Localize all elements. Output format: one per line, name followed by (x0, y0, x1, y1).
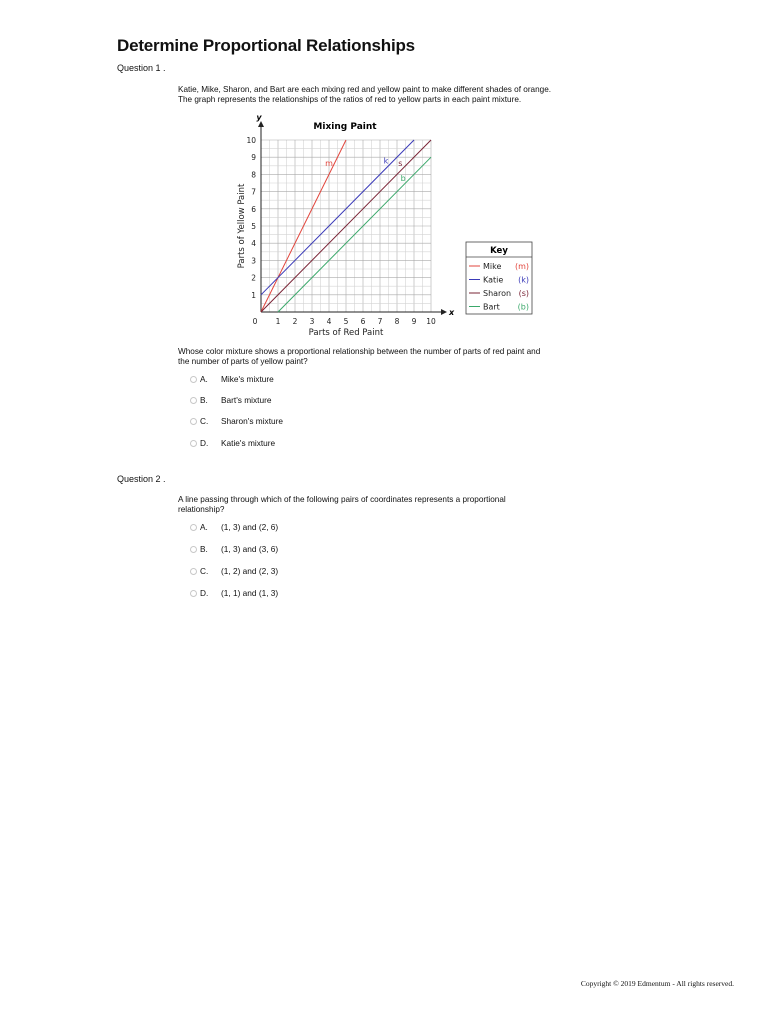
legend-item-code: (m) (514, 262, 529, 271)
chart-title: Mixing Paint (313, 122, 377, 132)
q1-option-b-text: Bart's mixture (221, 395, 272, 405)
legend-title: Key (490, 246, 508, 256)
x-axis-arrow (441, 309, 447, 315)
y-tick-label: 9 (251, 153, 256, 163)
q1-option-b-radio[interactable] (190, 397, 197, 404)
q1-option-d-radio[interactable] (190, 440, 197, 447)
q2-option-d[interactable] (190, 587, 278, 599)
q2-option-a-text: (1, 3) and (2, 6) (221, 522, 279, 532)
legend-item-name: Mike (483, 262, 502, 271)
q1-option-a[interactable] (190, 373, 274, 385)
question-1-prompt-line-1: Whose color mixture shows a proportional relationship between the number of parts of red paint and (178, 347, 541, 356)
q1-option-d[interactable] (190, 437, 275, 449)
series-label-s: s (398, 159, 403, 169)
y-tick-label: 5 (251, 222, 256, 231)
q2-option-a[interactable] (190, 521, 278, 533)
q2-option-d-letter: D. (200, 588, 209, 598)
x-tick-label: 10 (426, 317, 436, 326)
q1-option-b[interactable] (190, 394, 271, 406)
x-tick-label: 2 (292, 317, 298, 326)
y-axis-letter: y (256, 114, 262, 122)
legend-item-name: Bart (483, 302, 500, 312)
question-1-label: Question 1 . (117, 63, 166, 73)
series-label-m: m (325, 159, 333, 169)
q1-option-a-radio[interactable] (190, 376, 197, 383)
y-tick-label: 1 (251, 290, 256, 300)
y-tick-label: 4 (251, 239, 256, 249)
y-tick-label: 3 (251, 256, 256, 266)
y-tick-label: 2 (251, 273, 256, 283)
question-1-prompt-line-2: the number of parts of yellow paint? (178, 357, 308, 366)
x-tick-label: 1 (275, 317, 281, 326)
question-2-prompt (178, 495, 598, 515)
q2-option-b-radio[interactable] (190, 546, 197, 553)
x-axis-letter: x (449, 308, 455, 317)
chart-svg (230, 114, 540, 342)
series-label-b: b (400, 173, 406, 183)
q2-option-b-letter: B. (200, 544, 208, 554)
q2-option-c-letter: C. (200, 566, 209, 576)
question-1-prompt (178, 347, 598, 367)
q1-option-c-letter: C. (200, 416, 209, 426)
copyright-footer: Copyright © 2019 Edmentum - All rights reserved. (580, 979, 734, 988)
x-tick-label: 0 (252, 317, 258, 326)
q1-option-c-text: Sharon's mixture (221, 416, 283, 426)
mixing-paint-chart (230, 114, 540, 347)
x-tick-label: 4 (326, 317, 332, 326)
q2-option-d-text: (1, 1) and (1, 3) (221, 588, 279, 598)
q1-option-a-text: Mike's mixture (221, 374, 274, 384)
q1-option-d-letter: D. (200, 438, 209, 448)
y-tick-label: 10 (246, 136, 256, 145)
question-1-intro (178, 85, 598, 105)
q2-option-b-text: (1, 3) and (3, 6) (221, 544, 279, 554)
question-2-label: Question 2 . (117, 474, 166, 484)
y-axis-label: Parts of Yellow Paint (237, 183, 247, 269)
x-tick-label: 8 (394, 317, 400, 326)
legend-item-code: (k) (518, 275, 529, 285)
question-1-intro-line-2: The graph represents the relationships of the ratios of red to yellow parts in each paint mixture. (178, 95, 522, 104)
y-tick-label: 6 (251, 204, 256, 214)
q1-option-d-text: Katie's mixture (221, 438, 276, 448)
q2-option-a-radio[interactable] (190, 524, 197, 531)
question-2-prompt-line-1: A line passing through which of the following pairs of coordinates represents a proportional (178, 495, 506, 504)
q2-option-d-radio[interactable] (190, 590, 197, 597)
q1-option-b-letter: B. (200, 395, 208, 405)
page-title: Determine Proportional Relationships (117, 36, 415, 55)
question-1-intro-line-1: Katie, Mike, Sharon, and Bart are each mixing red and yellow paint to make different shades of orange. (178, 85, 552, 94)
y-tick-label: 8 (251, 170, 256, 180)
q1-option-c[interactable] (190, 415, 283, 427)
legend-item-name: Katie (483, 275, 504, 285)
x-axis-label: Parts of Red Paint (308, 328, 384, 338)
legend-item-code: (b) (517, 302, 529, 312)
x-tick-label: 7 (377, 317, 383, 326)
x-tick-label: 3 (309, 317, 315, 326)
y-tick-label: 7 (251, 187, 256, 197)
question-2-prompt-line-2: relationship? (178, 505, 225, 514)
q2-option-c-radio[interactable] (190, 568, 197, 575)
legend-item-name: Sharon (483, 289, 512, 298)
x-tick-label: 9 (411, 317, 417, 326)
legend-item-code: (s) (518, 289, 529, 298)
q2-option-c-text: (1, 2) and (2, 3) (221, 566, 279, 576)
q2-option-a-letter: A. (200, 522, 208, 532)
x-tick-label: 5 (343, 317, 349, 326)
q2-option-c[interactable] (190, 565, 278, 577)
q2-option-b[interactable] (190, 543, 278, 555)
q1-option-a-letter: A. (200, 374, 208, 384)
q1-option-c-radio[interactable] (190, 418, 197, 425)
x-tick-label: 6 (360, 317, 366, 326)
series-label-k: k (383, 156, 389, 166)
